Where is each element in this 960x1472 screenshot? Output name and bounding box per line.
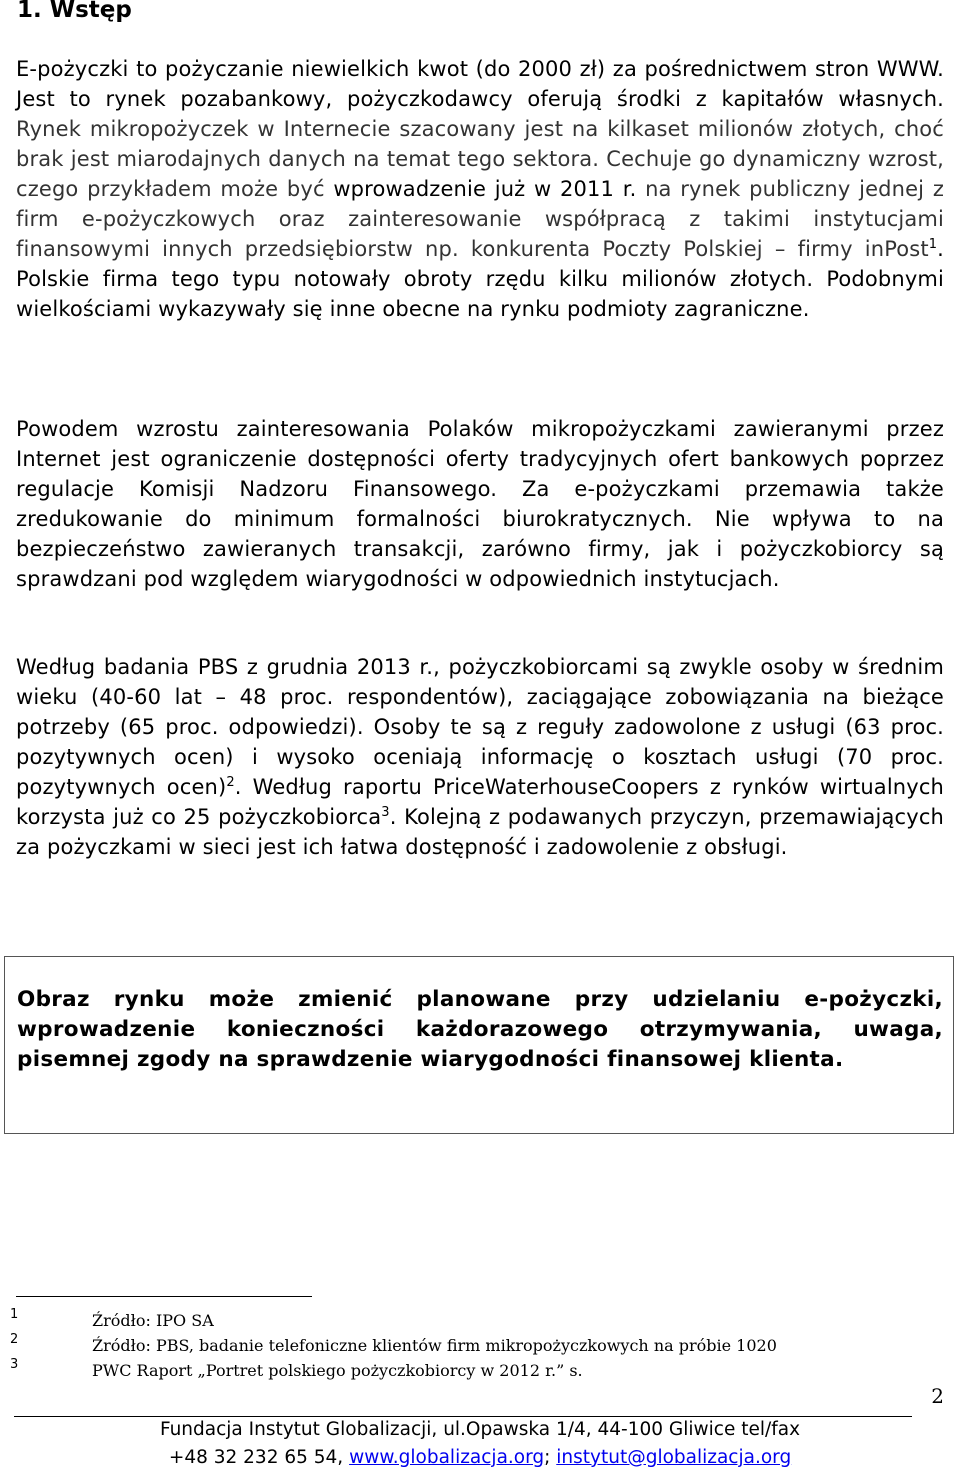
footer-address: Fundacja Instytut Globalizacji, ul.Opawska 1/4, 44-100 Gliwice tel/fax — [159, 1419, 801, 1440]
footnote-text: Źródło: IPO SA — [92, 1311, 214, 1330]
footer-separator — [14, 1416, 912, 1417]
paragraph-survey-part1: Według badania PBS z grudnia 2013 r., pożyczkobiorcami są zwykle osoby w średnim wieku (40-60 lat – 48 proc. respondentów), zaciągające zobowiązania na bieżące potrzeby (65 proc. odpowiedzi). Osoby te są z reguły zadowolone z usługi (63 proc. pozytywnych ocen) i wysoko oceniają informację o kosztach usługi (70 proc. pozytywnych ocen) — [16, 655, 944, 799]
page-number: 2 — [931, 1384, 944, 1408]
paragraph-intro-part5: . Polskie firma tego typu notowały obroty rzędu kilku milionów złotych. Podobnymi wielkościami wykazywały się inne obecne na rynku podmioty zagraniczne. — [16, 237, 944, 321]
paragraph-survey-part3: . Kolejną z podawanych przyczyn, przemawiających za pożyczkami w sieci jest ich łatwa dostępność i zadowolenie z obsługi. — [16, 805, 944, 859]
paragraph-intro-part3: wprowadzenie już w 2011 r. — [324, 177, 637, 201]
footnote-ref-1: 1 — [928, 237, 938, 252]
footer-email-link[interactable]: instytut@globalizacja.org — [556, 1447, 792, 1468]
paragraph-survey-part2: . Według raportu PriceWaterhouseCoopers z rynków wirtualnych korzysta już co 25 pożyczkobiorca — [16, 775, 944, 829]
footnote-mark: 1 — [10, 1307, 19, 1322]
footnote-ref-3: 3 — [381, 805, 390, 820]
paragraph-survey — [16, 652, 944, 862]
footnote-separator — [16, 1296, 312, 1297]
footnote-item — [10, 1333, 830, 1358]
paragraph-reasons: Powodem wzrostu zainteresowania Polaków mikropożyczkami zawieranymi przez Internet jest ograniczenie dostępności oferty tradycyjnych ofert bankowych poprzez regulacje Komisji Nadzoru Finansowego. Za e-pożyczkami przemawia także zredukowanie do minimum formalności biurokratycznych. Nie wpływa to na bezpieczeństwo zawieranych transakcji, zarówno firmy, jak i pożyczkobiorcy są sprawdzani pod względem wiarygodności w odpowiednich instytucjach. — [16, 417, 944, 591]
footnote-list — [10, 1308, 830, 1383]
footnote-mark: 3 — [10, 1357, 19, 1372]
footer-phone: +48 32 232 65 54, — [168, 1447, 350, 1468]
footnote-item — [10, 1308, 830, 1333]
paragraph-intro-part2: Rynek mikropożyczek w Internecie szacowany jest na kilkaset milionów złotych, choć brak jest miarodajnych danych na temat tego sektora. Cechuje go dynamiczny wzrost, czego przykładem może być — [16, 117, 944, 201]
paragraph-intro-part1: E-pożyczki to pożyczanie niewielkich kwot (do 2000 zł) za pośrednictwem stron WWW. Jest to rynek pozabankowy, pożyczkodawcy oferują środki z kapitałów własnych. — [16, 57, 944, 111]
footer-contact — [0, 1446, 960, 1470]
highlight-box — [4, 956, 954, 1134]
footer-separator-text: ; — [544, 1447, 557, 1468]
footnote-text: PWC Raport „Portret polskiego pożyczkobiorcy w 2012 r.” s. — [92, 1361, 583, 1380]
footnote-ref-2: 2 — [226, 775, 235, 790]
paragraph-intro — [16, 54, 944, 324]
footnote-item — [10, 1358, 830, 1383]
footer-website-link[interactable]: www.globalizacja.org — [349, 1447, 545, 1468]
section-heading: 1. Wstęp — [17, 0, 132, 23]
footnote-text: Źródło: PBS, badanie telefoniczne klientów firm mikropożyczkowych na próbie 1020 — [92, 1336, 777, 1355]
highlight-box-text: Obraz rynku może zmienić planowane przy udzielaniu e-pożyczki, wprowadzenie konieczności każdorazowego otrzymywania, uwaga, pisemnej zgody na sprawdzenie wiarygodności finansowej klienta. — [17, 987, 943, 1072]
paragraph-intro-part4: na rynek publiczny jednej z firm e-pożyczkowych oraz zainteresowanie współpracą z takimi instytucjami finansowymi innych przedsiębiorstw np. konkurenta Poczty Polskiej – firmy inPost — [16, 177, 944, 261]
footnote-mark: 2 — [10, 1332, 19, 1347]
